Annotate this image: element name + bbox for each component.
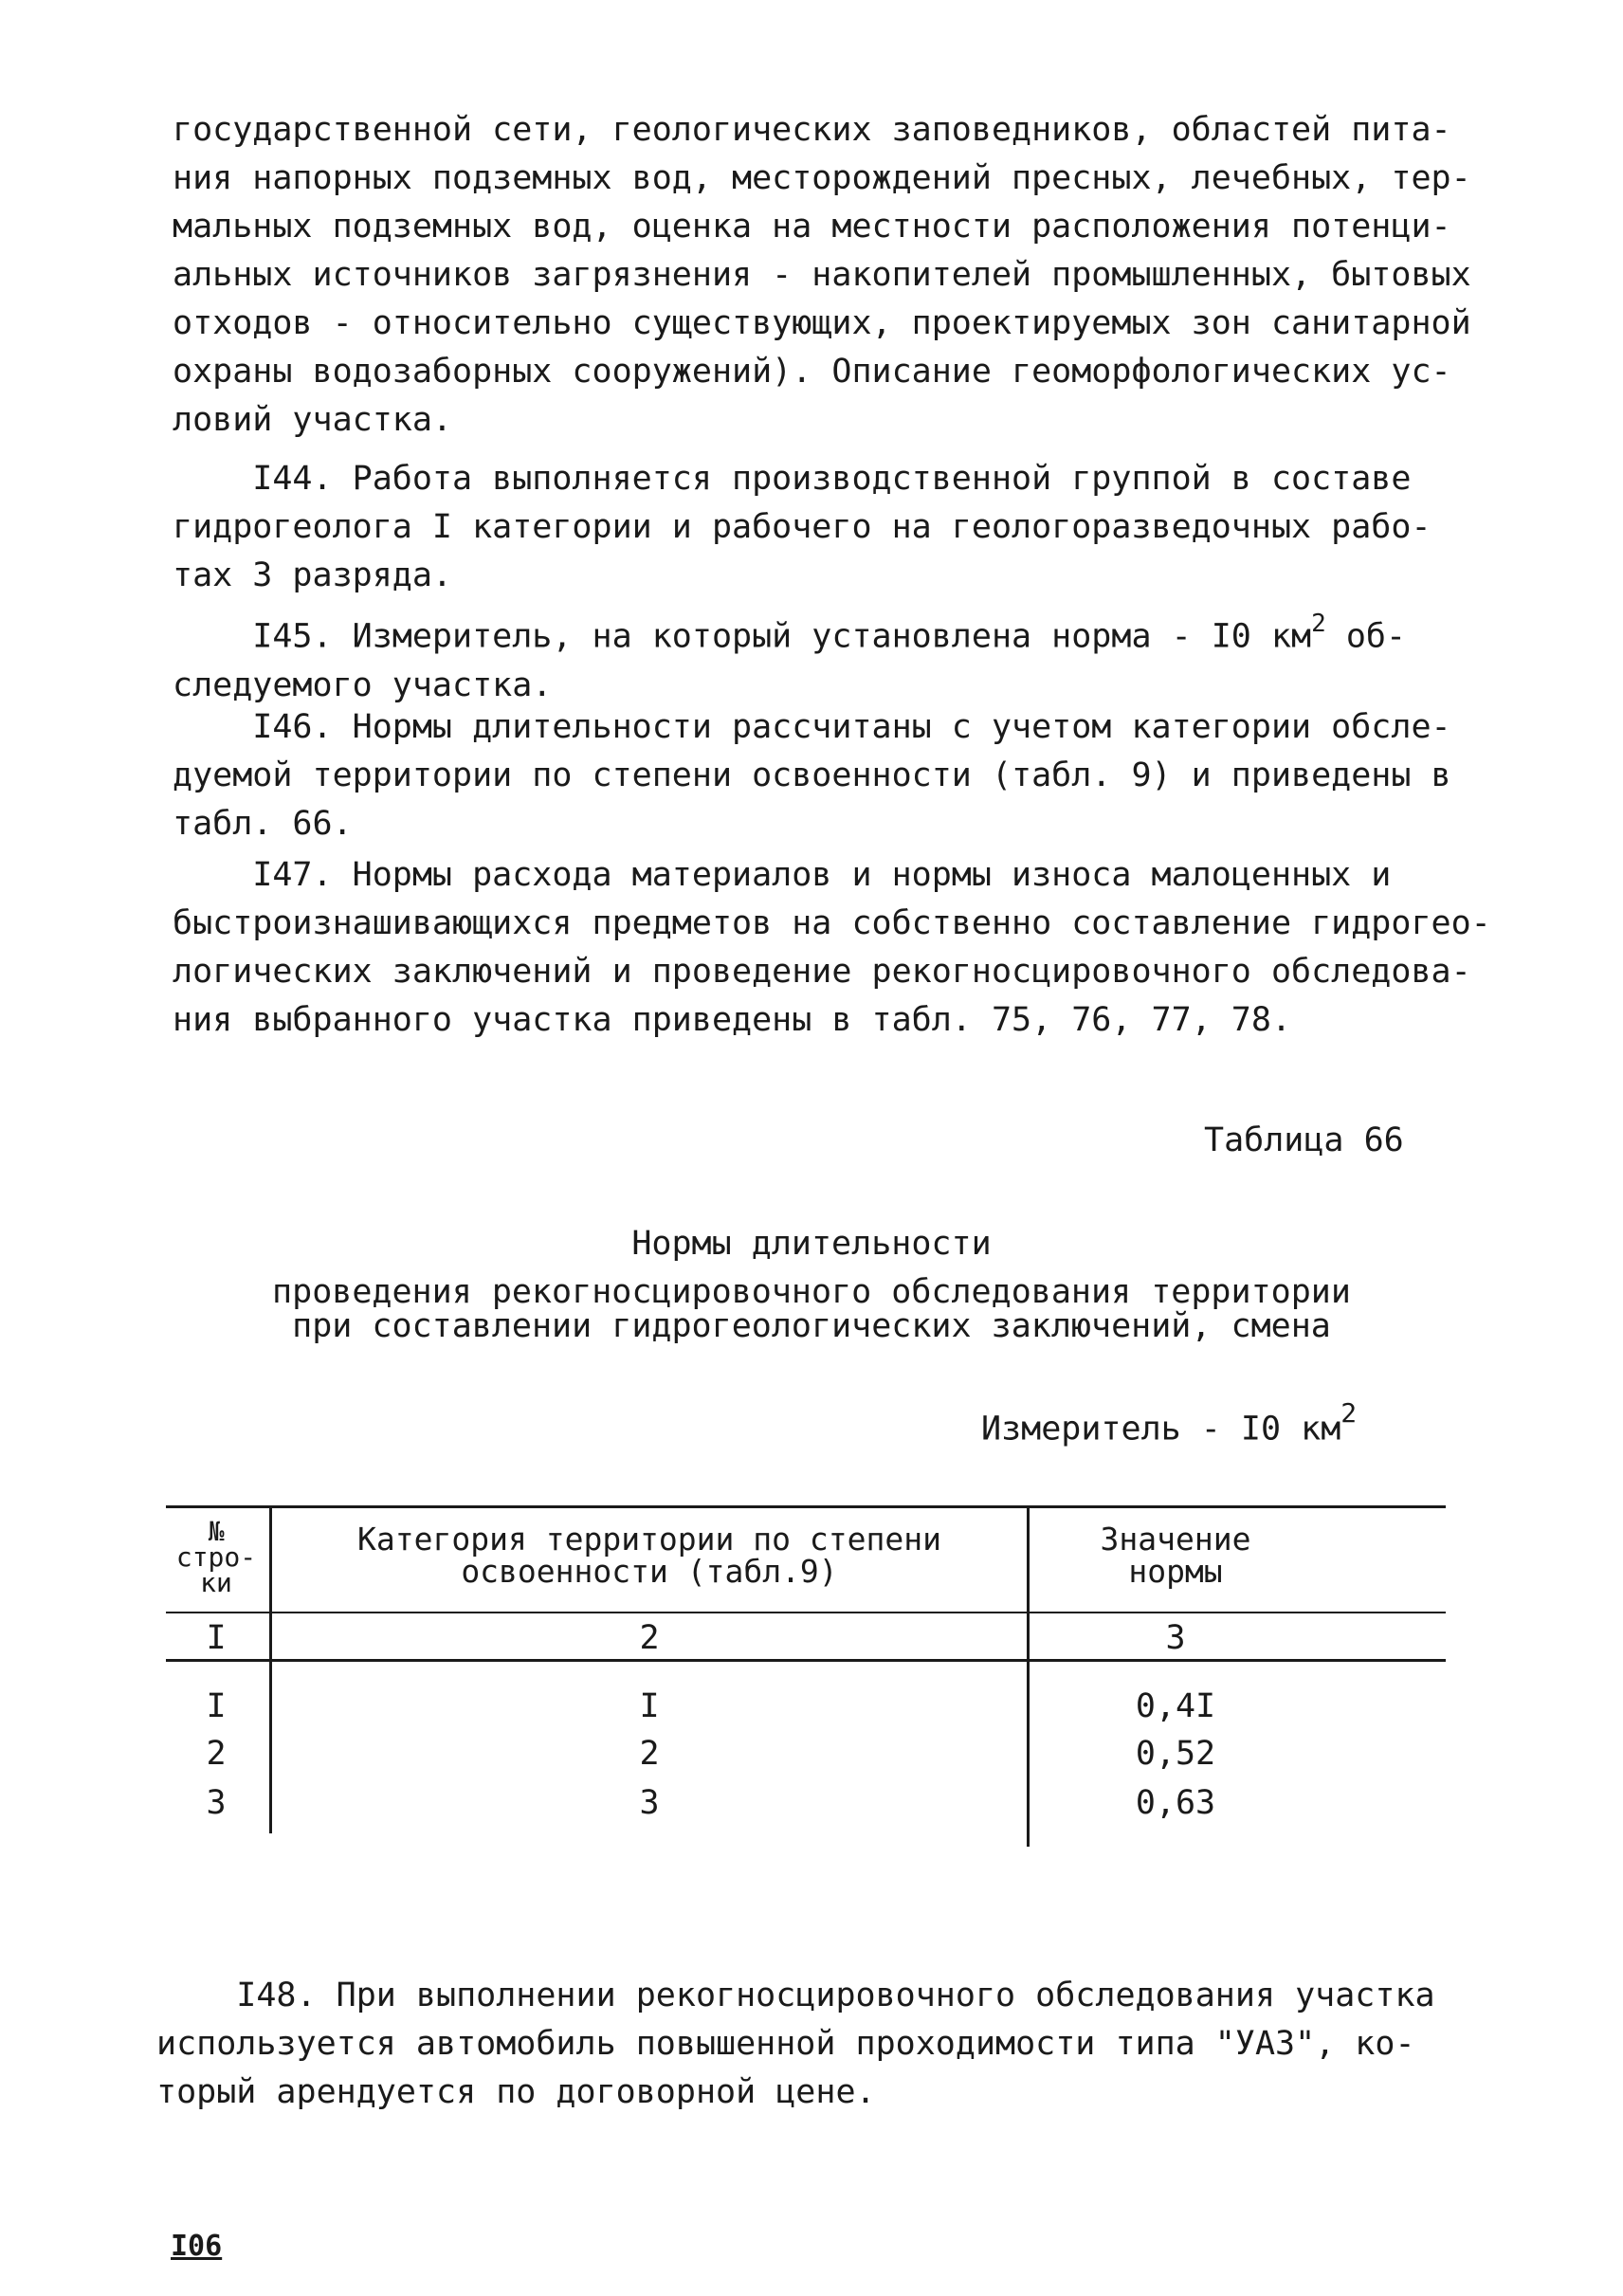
table-cell-value: 0,63 [1135,1784,1216,1822]
superscript: 2 [1311,610,1326,638]
text-line: I46. Нормы длительности рассчитаны с учетом категории обсле- [173,708,1451,746]
column-number: 2 [639,1619,660,1657]
text-line: отходов - относительно существующих, проектируемых зон санитарной [173,304,1471,342]
text-fragment: об- [1325,617,1407,656]
table-unit [981,1397,1358,1449]
table-column-divider [269,1505,272,1833]
table-cell-row: I [206,1687,227,1725]
column-number: 3 [1165,1619,1186,1657]
text-line: табл. 66. [173,805,353,843]
text-line: охраны водозаборных сооружений). Описание геоморфологических ус- [173,353,1451,391]
table-cell-value: 0,52 [1135,1735,1216,1773]
superscript: 2 [1340,1397,1358,1429]
text-line: мальных подземных вод, оценка на местности расположения потенци- [173,208,1451,246]
text-line: I48. При выполнении рекогносцировочного обследования участка [156,1977,1435,2014]
table-cell-category: I [639,1687,660,1725]
header-category: Категория территории по степени освоенности (табл.9) [357,1521,941,1590]
text-line: торый арендуется по договорной цене. [156,2073,876,2111]
text-line: ловий участка. [173,401,453,439]
header-row-number: № стро- ки [175,1516,257,1598]
table-cell-value: 0,4I [1135,1687,1216,1725]
text-line: ния напорных подземных вод, месторождений пресных, лечебных, тер- [173,159,1471,197]
text-line: тах 3 разряда. [173,556,453,594]
text-line: следуемого участка. [173,665,553,704]
text-line: быстроизнашивающихся предметов на собственно составление гидрогео- [173,904,1491,942]
text-line: используется автомобиль повышенной проходимости типа "УАЗ", ко- [156,2025,1415,2063]
text-line: государственной сети, геологических заповедников, областей пита- [173,111,1451,149]
text-line: ния выбранного участка приведены в табл. 75, 76, 77, 78. [173,1001,1292,1039]
table-cell-row: 3 [206,1784,227,1822]
table-subtitle: при составлении гидрогеологических заключений, смена [292,1307,1331,1345]
column-number: I [206,1619,227,1657]
header-value: Значение нормы [1100,1521,1251,1590]
table-caption: Таблица 66 [1204,1121,1404,1159]
table-cell-row: 2 [206,1735,227,1773]
paragraph-148 [156,1972,1484,2117]
table-cell-category: 3 [639,1784,660,1822]
table-column-divider [1027,1505,1030,1847]
table-top-rule [166,1505,1446,1508]
text-line: гидрогеолога I категории и рабочего на геологоразведочных рабо- [173,508,1432,546]
table-colnum-rule [166,1659,1446,1662]
page-number: I06 [171,2230,223,2263]
table-header-rule [166,1612,1446,1613]
text-line: дуемой территории по степени освоенности (табл. 9) и приведены в [173,756,1451,794]
paragraph-147 [173,851,1500,1045]
text-line: альных источников загрязнения - накопителей промышленных, бытовых [173,256,1471,294]
text-line [173,604,1500,662]
table-cell-category: 2 [639,1735,660,1773]
paragraph-continuation [173,106,1500,445]
text-line: I47. Нормы расхода материалов и нормы износа малоценных и [173,856,1392,894]
paragraph-145 [173,604,1500,710]
unit-text: Измеритель - I0 км [981,1410,1341,1449]
text-fragment: I45. Измеритель, на который установлена норма - I0 км [173,617,1312,656]
paragraph-144 [173,455,1500,600]
table-subtitle: проведения рекогносцировочного обследования территории [272,1273,1351,1311]
text-line: логических заключений и проведение рекогносцировочного обследова- [173,953,1471,991]
paragraph-146 [173,703,1500,848]
table-title: Нормы длительности [631,1225,992,1263]
text-line: I44. Работа выполняется производственной группой в составе [173,460,1412,498]
